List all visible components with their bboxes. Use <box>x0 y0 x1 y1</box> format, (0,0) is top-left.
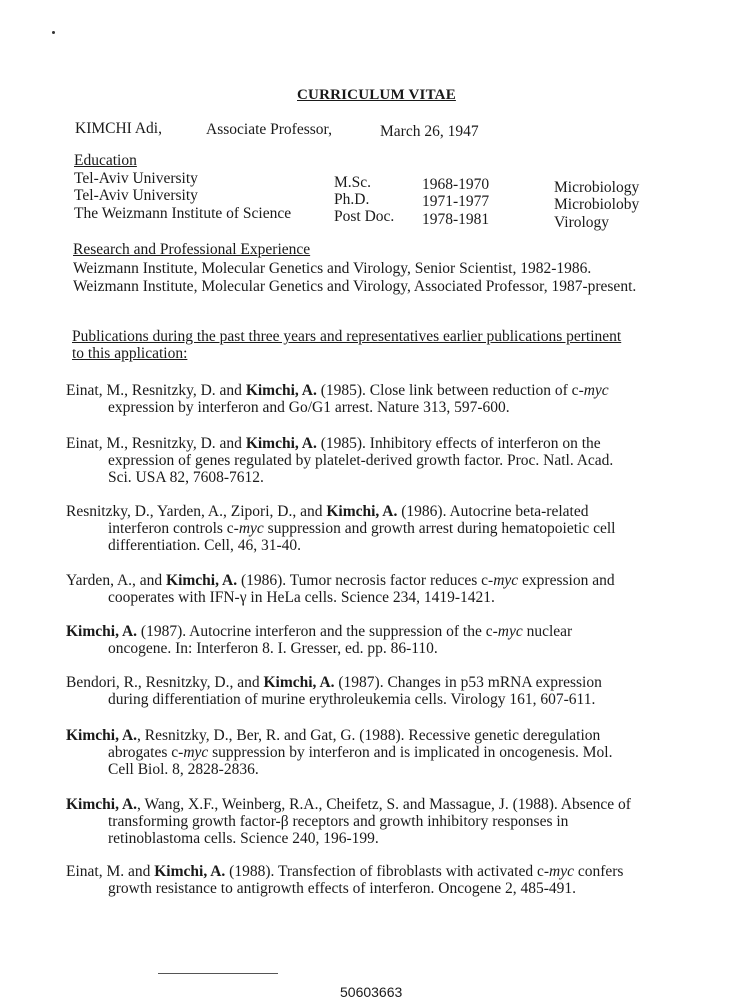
publication-item <box>66 863 676 897</box>
publication-item <box>66 572 676 606</box>
publication-line: Kimchi, A., Wang, X.F., Weinberg, R.A., Cheifetz, S. and Massague, J. (1988). Absence of <box>66 796 631 813</box>
education-degree: Ph.D. <box>334 191 370 208</box>
education-institution: The Weizmann Institute of Science <box>74 205 292 222</box>
publication-line: Yarden, A., and Kimchi, A. (1986). Tumor necrosis factor reduces c-myc expression and <box>66 572 615 589</box>
publication-item <box>66 674 676 708</box>
publication-line: expression by interferon and Go/G1 arrest. Nature 313, 597-600. <box>108 399 510 416</box>
person-name: KIMCHI Adi, <box>75 120 162 137</box>
scan-speck <box>52 31 55 34</box>
education-years: 1968-1970 <box>422 176 490 193</box>
publication-line: Bendori, R., Resnitzky, D., and Kimchi, A. (1987). Changes in p53 mRNA expression <box>66 674 602 691</box>
publication-item <box>66 727 676 778</box>
publication-line: differentiation. Cell, 46, 31-40. <box>108 537 301 554</box>
education-field: Virology <box>554 214 610 231</box>
document-number: 50603663 <box>340 984 403 1000</box>
publication-item <box>66 435 676 486</box>
experience-line: Weizmann Institute, Molecular Genetics and Virology, Senior Scientist, 1982-1986. <box>73 260 592 277</box>
publication-line: Einat, M., Resnitzky, D. and Kimchi, A. (1985). Close link between reduction of c-myc <box>66 382 609 399</box>
experience-line: Weizmann Institute, Molecular Genetics and Virology, Associated Professor, 1987-present. <box>73 278 637 295</box>
education-degree: Post Doc. <box>334 208 395 225</box>
publication-item <box>66 382 676 416</box>
education-years: 1978-1981 <box>422 211 490 228</box>
education-years: 1971-1977 <box>422 193 490 210</box>
publication-line: Kimchi, A. (1987). Autocrine interferon and the suppression of the c-myc nuclear <box>66 623 573 640</box>
page-title: CURRICULUM VITAE <box>297 87 456 103</box>
experience-heading: Research and Professional Experience <box>73 241 311 258</box>
education-degree: M.Sc. <box>334 174 372 191</box>
education-heading: Education <box>74 152 137 169</box>
publication-item <box>66 623 676 657</box>
publication-line: transforming growth factor-β receptors and growth inhibitory responses in <box>108 813 569 830</box>
publication-line: growth resistance to antigrowth effects of interferon. Oncogene 2, 485-491. <box>108 880 577 897</box>
person-position: Associate Professor, <box>206 121 332 138</box>
publications-heading-cont: to this application: <box>72 345 188 362</box>
publication-line: cooperates with IFN-γ in HeLa cells. Science 234, 1419-1421. <box>108 589 495 606</box>
education-field: Microbiology <box>554 179 640 196</box>
education-field: Microbioloby <box>554 196 640 213</box>
education-institution: Tel-Aviv University <box>74 170 198 187</box>
publication-line: Sci. USA 82, 7608-7612. <box>108 469 264 486</box>
publication-line: Einat, M., Resnitzky, D. and Kimchi, A. (1985). Inhibitory effects of interferon on the <box>66 435 601 452</box>
publication-item <box>66 503 676 554</box>
publication-line: during differentiation of murine erythroleukemia cells. Virology 161, 607-611. <box>108 691 596 708</box>
publications-heading: Publications during the past three years and representatives earlier publications pertinent <box>72 328 622 345</box>
publication-line: Einat, M. and Kimchi, A. (1988). Transfection of fibroblasts with activated c-myc confers <box>66 863 624 880</box>
publication-line: Resnitzky, D., Yarden, A., Zipori, D., and Kimchi, A. (1986). Autocrine beta-related <box>66 503 589 520</box>
education-institution: Tel-Aviv University <box>74 187 198 204</box>
publication-line: oncogene. In: Interferon 8. I. Gresser, ed. pp. 86-110. <box>108 640 438 657</box>
publication-line: interferon controls c-myc suppression and growth arrest during hematopoietic cell <box>108 520 616 537</box>
publication-line: retinoblastoma cells. Science 240, 196-199. <box>108 830 379 847</box>
birth-date: March 26, 1947 <box>380 123 479 140</box>
publication-line: abrogates c-myc suppression by interferon and is implicated in oncogenesis. Mol. <box>108 744 613 761</box>
publication-line: Kimchi, A., Resnitzky, D., Ber, R. and Gat, G. (1988). Recessive genetic deregulation <box>66 727 601 744</box>
footer-rule <box>158 973 278 974</box>
publication-item <box>66 796 676 847</box>
publication-line: Cell Biol. 8, 2828-2836. <box>108 761 259 778</box>
publication-line: expression of genes regulated by platelet-derived growth factor. Proc. Natl. Acad. <box>108 452 614 469</box>
